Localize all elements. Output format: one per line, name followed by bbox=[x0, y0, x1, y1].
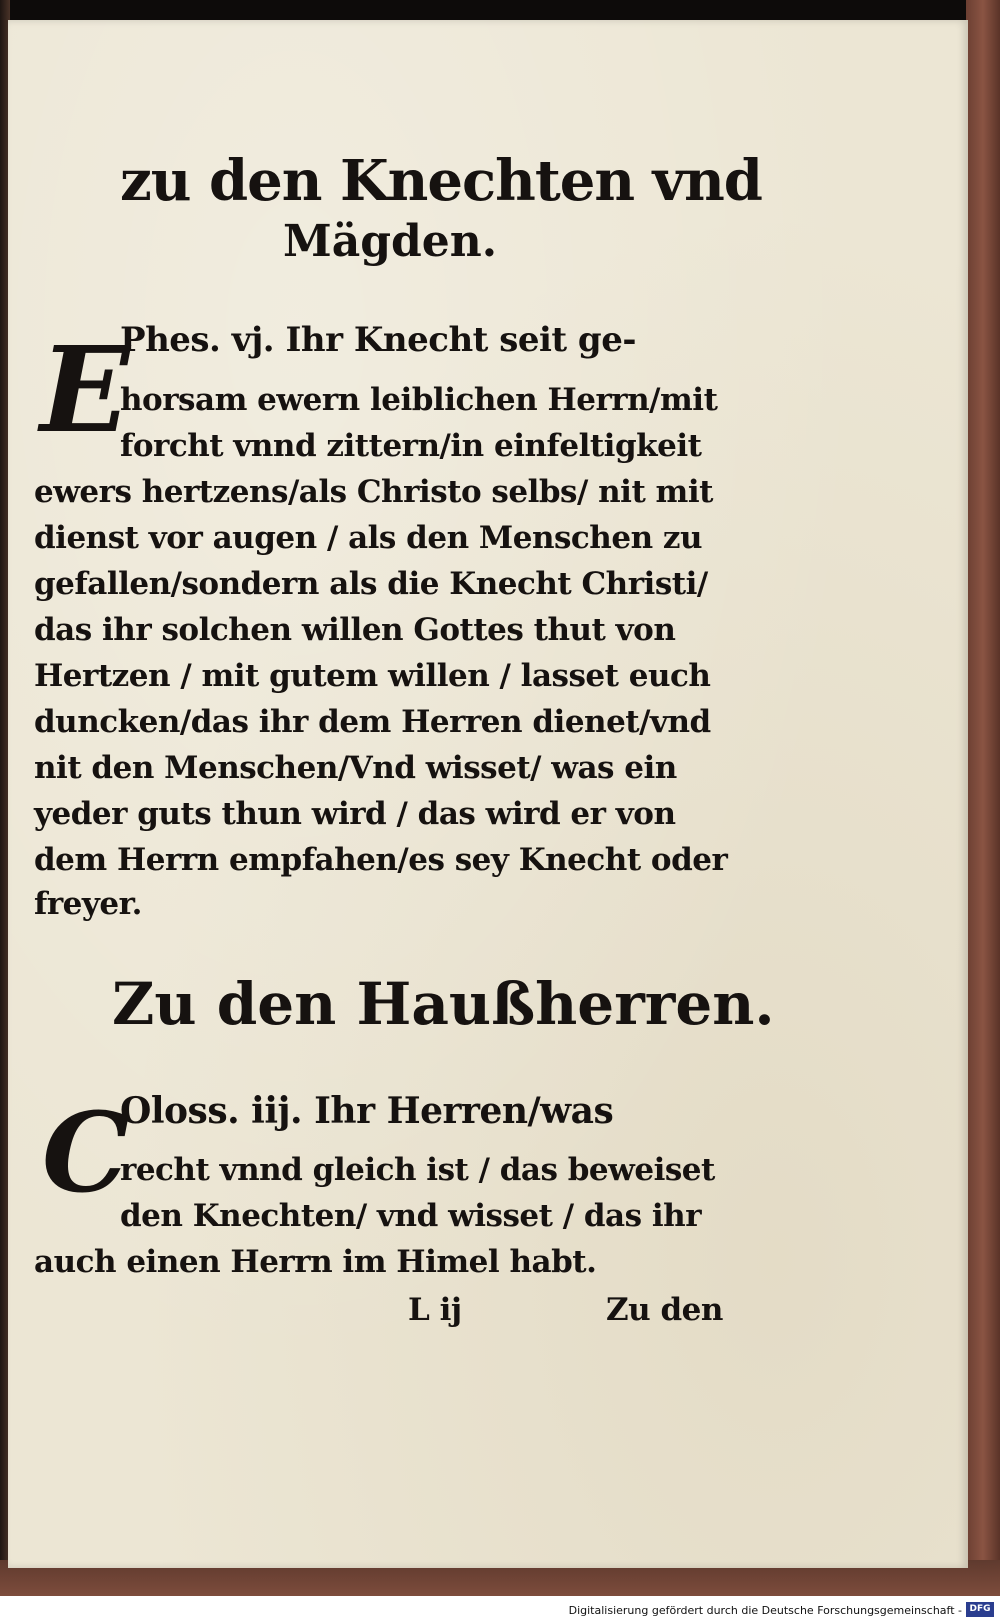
passage1-line: ewers hertzens/als Christo selbs/ nit mit bbox=[34, 474, 713, 510]
footer-credit: Digitalisierung gefördert durch die Deutsche Forschungsgemeinschaft - bbox=[568, 1604, 962, 1617]
passage1-line: gefallen/sondern als die Knecht Christi/ bbox=[34, 566, 708, 602]
signature-mark: L ij bbox=[408, 1292, 462, 1328]
heading-masters: Zu den Haußherren. bbox=[112, 970, 775, 1038]
passage2-line: Oloss. iij. Ihr Herren/was bbox=[120, 1090, 614, 1132]
book-page bbox=[8, 20, 968, 1568]
passage1-line: nit den Menschen/Vnd wisset/ was ein bbox=[34, 750, 677, 786]
passage1-line: freyer. bbox=[34, 886, 142, 922]
heading-servants-line1: zu den Knechten vnd bbox=[120, 148, 762, 214]
passage1-line: forcht vnnd zittern/in einfeltigkeit bbox=[120, 428, 702, 464]
dropcap-e: E bbox=[40, 320, 130, 459]
passage1-line: dienst vor augen / als den Menschen zu bbox=[34, 520, 703, 556]
passage1-line: duncken/das ihr dem Herren dienet/vnd bbox=[34, 704, 711, 740]
passage1-line: dem Herrn empfahen/es sey Knecht oder bbox=[34, 842, 728, 878]
binding-top-edge bbox=[0, 0, 1000, 22]
heading-servants-line2: Mägden. bbox=[283, 216, 498, 267]
passage1-line: horsam ewern leiblichen Herrn/mit bbox=[120, 382, 718, 418]
dropcap-c: C bbox=[42, 1088, 130, 1217]
passage2-line: den Knechten/ vnd wisset / das ihr bbox=[120, 1198, 702, 1234]
passage1-line: das ihr solchen willen Gottes thut von bbox=[34, 612, 676, 648]
passage2-line: recht vnnd gleich ist / das beweiset bbox=[120, 1152, 715, 1188]
binding-right-edge bbox=[966, 0, 1000, 1596]
passage1-line: Phes. vj. Ihr Knecht seit ge- bbox=[120, 320, 636, 360]
passage1-line: yeder guts thun wird / das wird er von bbox=[34, 796, 676, 832]
passage1-line: Hertzen / mit gutem willen / lasset euch bbox=[34, 658, 711, 694]
catchword: Zu den bbox=[606, 1292, 723, 1328]
dfg-logo-icon[interactable]: DFG bbox=[966, 1602, 994, 1617]
passage2-line: auch einen Herrn im Himel habt. bbox=[34, 1244, 597, 1280]
